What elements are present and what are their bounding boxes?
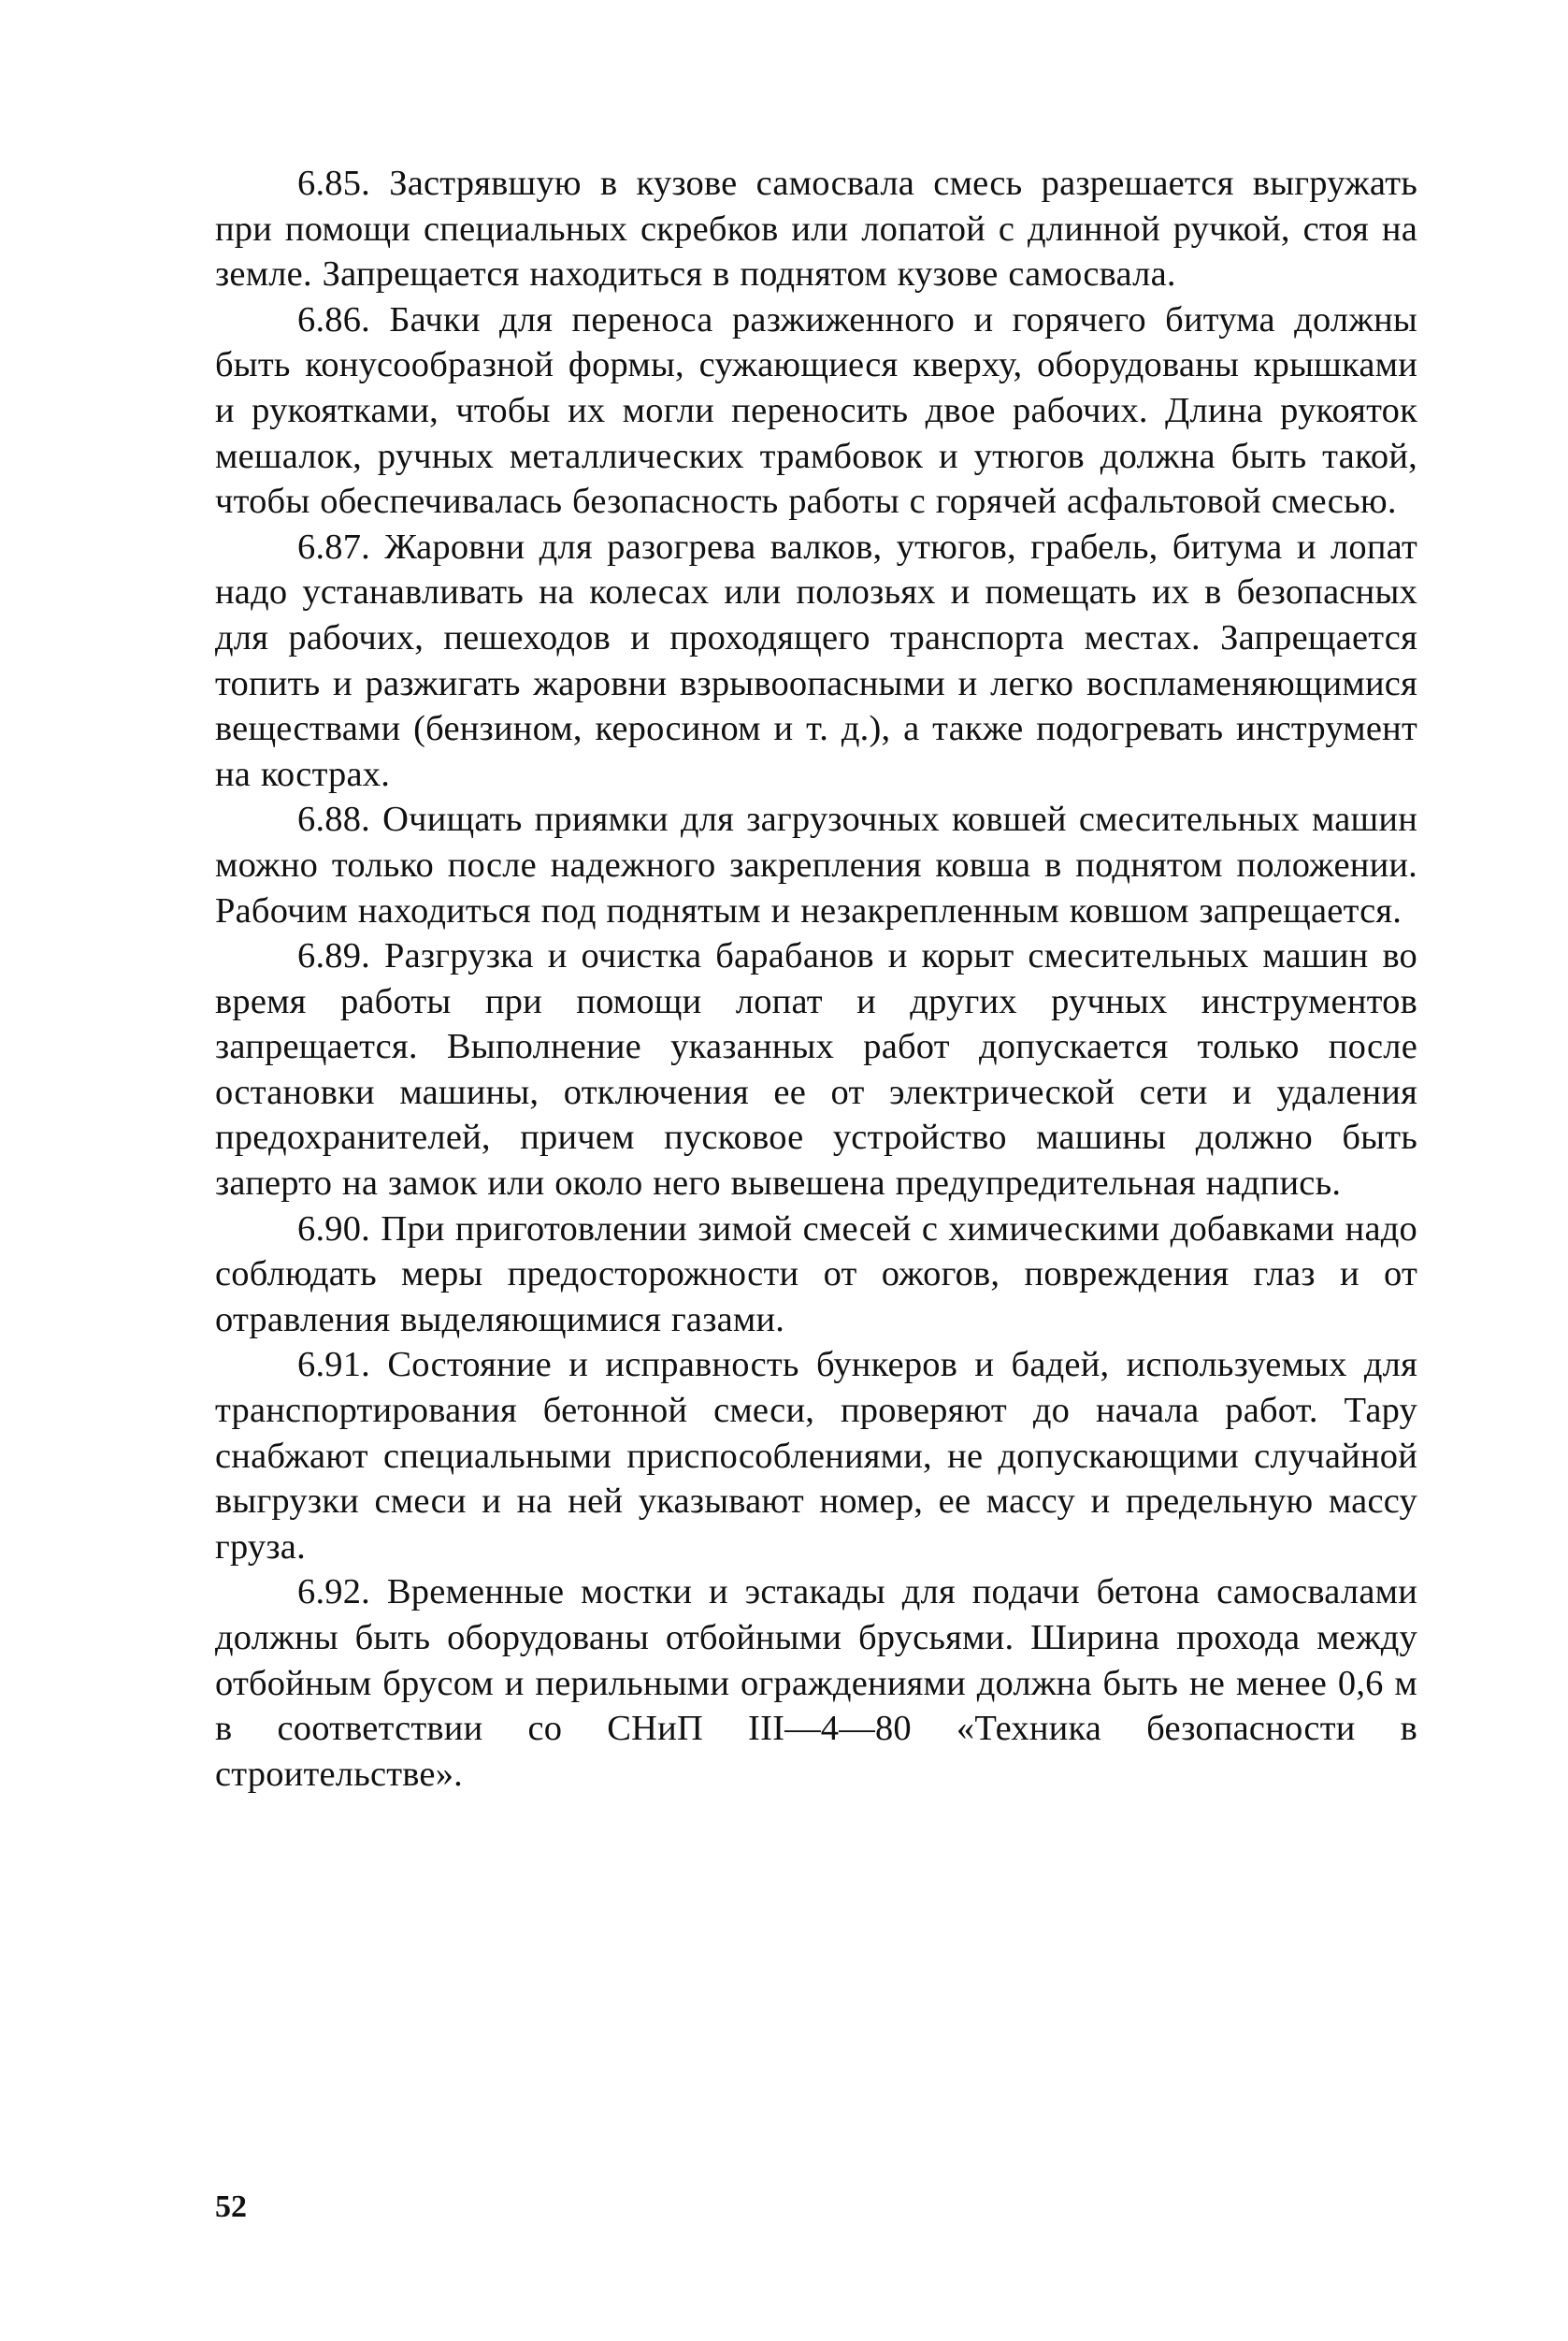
- paragraph-text: Застрявшую в кузове самосвала смесь разрешается выгружать при помощи специальных скребков или лопатой с длинной ручкой, стоя на земле. Запрещается находиться в поднятом кузове самосвала.: [215, 164, 1418, 295]
- paragraph-6-85: [215, 161, 1417, 297]
- paragraph-6-90: [215, 1207, 1417, 1343]
- paragraph-number: 6.85.: [297, 164, 370, 203]
- document-page: [215, 161, 1417, 1797]
- paragraph-text: Жаровни для разогрева валков, утюгов, грабель, битума и лопат надо устанавливать на колесах или полозьях и помещать их в безопасных для рабочих, пешеходов и проходящего транспорта местах. Запрещается топить и разжигать жаровни взрывоопасными и легко воспламеняющимися веществами (бензином, керосином и т. д.), а также подогревать инструмент на кострах.: [215, 527, 1417, 794]
- paragraph-6-86: [215, 297, 1417, 525]
- paragraph-text: Состояние и исправность бункеров и бадей, используемых для транспортирования бетонной смеси, проверяют до начала работ. Тару снабжают специальными приспособлениями, не допускающими случайной выгрузки смеси и на ней указывают номер, ее массу и предельную массу груза.: [215, 1345, 1417, 1567]
- paragraph-number: 6.87.: [297, 527, 370, 567]
- paragraph-6-89: [215, 933, 1417, 1207]
- paragraph-number: 6.88.: [297, 800, 370, 840]
- paragraph-text: Очищать приямки для загрузочных ковшей смесительных машин можно только после надежного закрепления ковша в поднятом положении. Рабочим находиться под поднятым и незакрепленным ковшом запрещается.: [215, 800, 1418, 931]
- paragraph-number: 6.92.: [297, 1572, 370, 1612]
- paragraph-number: 6.90.: [297, 1208, 370, 1249]
- paragraph-text: Бачки для переноса разжиженного и горячего битума должны быть конусообразной формы, сужающиеся кверху, оборудованы крышками и рукоятками, чтобы их могли переносить двое рабочих. Длина рукояток мешалок, ручных металлических трамбовок и утюгов должна быть такой, чтобы обеспечивалась безопасность работы с горячей асфальтовой смесью.: [215, 299, 1417, 522]
- paragraph-6-87: [215, 525, 1417, 798]
- paragraph-number: 6.86.: [297, 299, 370, 340]
- paragraph-text: Разгрузка и очистка барабанов и корыт смесительных машин во время работы при помощи лопат и других ручных инструментов запрещается. Выполнение указанных работ допускается только после остановки машины, отключения ее от электрической сети и удаления предохранителей, причем пусковое устройство машины должно быть заперто на замок или около него вывешена предупредительная надпись.: [215, 936, 1418, 1204]
- paragraph-6-88: [215, 797, 1417, 933]
- paragraph-text: Временные мостки и эстакады для подачи бетона самосвалами должны быть оборудованы отбойными брусьями. Ширина прохода между отбойным брусом и перильными ограждениями должна быть не менее 0,6 м в соответствии со СНиП III—4—80 «Техника безопасности в строительстве».: [215, 1572, 1417, 1794]
- paragraph-text: При приготовлении зимой смесей с химическими добавками надо соблюдать меры предосторожности от ожогов, повреждения глаз и от отравления выделяющимися газами.: [215, 1208, 1417, 1339]
- paragraph-6-92: [215, 1569, 1417, 1797]
- paragraph-number: 6.91.: [297, 1345, 370, 1385]
- paragraph-number: 6.89.: [297, 936, 370, 976]
- paragraph-6-91: [215, 1342, 1417, 1569]
- page-number: 52: [215, 2189, 247, 2224]
